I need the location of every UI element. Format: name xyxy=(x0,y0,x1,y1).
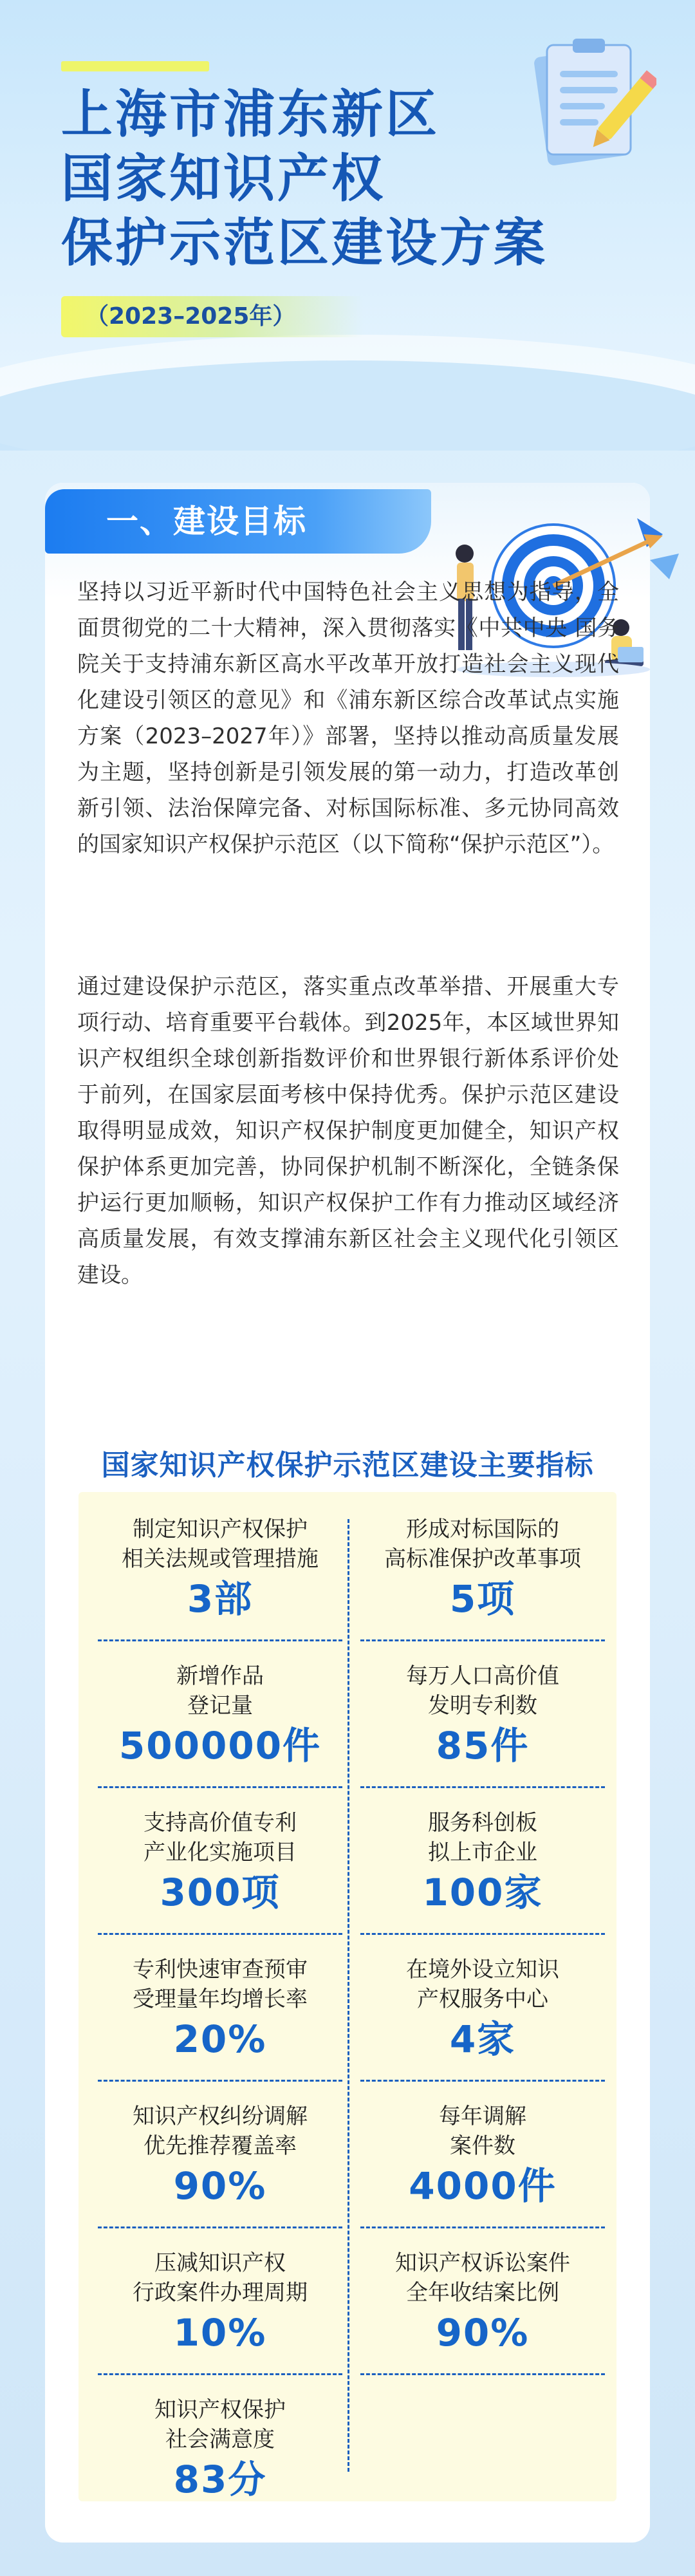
indicator-label: 压减知识产权 行政案件办理周期 xyxy=(133,2250,308,2306)
indicator-label: 知识产权诉讼案件 全年收结案比例 xyxy=(395,2250,570,2306)
indicator-item xyxy=(354,1937,611,2081)
row-divider xyxy=(360,1933,605,1935)
section-heading-tab xyxy=(45,489,431,554)
indicator-label: 形成对标国际的 高标准保护改革事项 xyxy=(384,1517,581,1572)
indicator-item xyxy=(91,1643,349,1787)
row-divider xyxy=(360,1639,605,1641)
indicator-label: 知识产权保护 社会满意度 xyxy=(154,2397,286,2452)
indicator-item xyxy=(91,2377,349,2521)
title-accent-bar xyxy=(61,61,209,71)
row-divider xyxy=(98,2080,342,2082)
indicator-label: 支持高价值专利 产业化实施项目 xyxy=(144,1810,297,1865)
indicator-value: 90% xyxy=(436,2311,530,2355)
indicator-item xyxy=(354,1790,611,1934)
indicator-value: 500000件 xyxy=(118,1724,322,1768)
year-range-badge: （2023–2025年） xyxy=(61,296,364,337)
indicator-value: 300项 xyxy=(160,1871,281,1914)
row-divider xyxy=(98,2373,342,2375)
page-title-line: 上海市浦东新区 xyxy=(61,84,440,144)
page-title-line: 国家知识产权 xyxy=(61,149,385,209)
indicator-item xyxy=(354,1497,611,1641)
indicator-value: 20% xyxy=(173,2017,267,2061)
indicator-value: 100家 xyxy=(422,1871,543,1914)
row-divider xyxy=(360,2226,605,2228)
indicator-item xyxy=(91,2230,349,2375)
indicator-item xyxy=(91,1937,349,2081)
indicator-label: 专利快速审查预审 受理量年均增长率 xyxy=(133,1957,308,2012)
indicator-item xyxy=(354,2084,611,2228)
indicator-item xyxy=(91,1497,349,1641)
indicator-value: 90% xyxy=(173,2164,267,2208)
row-divider xyxy=(98,2226,342,2228)
row-divider xyxy=(98,1786,342,1788)
indicator-label: 在境外设立知识 产权服务中心 xyxy=(406,1957,559,2012)
indicator-label: 新增作品 登记量 xyxy=(176,1663,264,1719)
indicator-label: 服务科创板 拟上市企业 xyxy=(428,1810,537,1865)
indicator-item xyxy=(91,2084,349,2228)
section-title: 一、建设目标 xyxy=(106,503,307,540)
indicator-item xyxy=(91,1790,349,1934)
goal-paragraph-1: 坚持以习近平新时代中国特色社会主义思想为指导，全面贯彻党的二十大精神，深入贯彻落实《中共中央 国务院关于支持浦东新区高水平改革开放打造社会主义现代化建设引领区的意见》和《浦东新区综合改革试点实施方案（2023–2027年）》部署，坚持以推动高质量发展为主题，坚持创新是引领发展的第一动力，打造改革创新引领、法治保障完备、对标国际标准、多元协同高效的国家知识产权保护示范区（以下简称“保护示范区”）。 xyxy=(77,579,619,857)
row-divider xyxy=(360,1786,605,1788)
row-divider xyxy=(360,2373,605,2375)
row-divider xyxy=(360,2080,605,2082)
row-divider xyxy=(98,1639,342,1641)
indicator-label: 每年调解 案件数 xyxy=(439,2104,526,2159)
indicator-value: 5项 xyxy=(449,1577,516,1621)
indicator-value: 85件 xyxy=(436,1724,530,1768)
indicator-value: 83分 xyxy=(173,2458,267,2501)
indicator-label: 制定知识产权保护 相关法规或管理措施 xyxy=(122,1517,319,1572)
indicator-item xyxy=(354,2230,611,2375)
clipboard-pen-icon xyxy=(508,26,656,180)
indicator-value: 4家 xyxy=(449,2017,516,2061)
indicator-label: 知识产权纠纷调解 优先推荐覆盖率 xyxy=(133,2104,308,2159)
indicator-value: 3部 xyxy=(187,1577,254,1621)
goal-paragraph-2: 通过建设保护示范区，落实重点改革举措、开展重大专项行动、培育重要平台载体。到2025年，本区域世界知识产权组织全球创新指数评价和世界银行新体系评价处于前列，在国家层面考核中保持优秀。保护示范区建设取得明显成效，知识产权保护制度更加健全，知识产权保护体系更加完善，协同保护机制不断深化，全链条保护运行更加顺畅，知识产权保护工作有力推动区域经济高质量发展，有效支撑浦东新区社会主义现代化引领区建设。 xyxy=(77,974,619,1288)
page-title-line: 保护示范区建设方案 xyxy=(61,213,548,273)
indicator-item xyxy=(354,1643,611,1787)
indicator-value: 4000件 xyxy=(409,2164,557,2208)
row-divider xyxy=(98,1933,342,1935)
indicators-title: 国家知识产权保护示范区建设主要指标 xyxy=(101,1449,594,1482)
indicator-value: 10% xyxy=(173,2311,267,2355)
indicator-label: 每万人口高价值 发明专利数 xyxy=(406,1663,559,1719)
